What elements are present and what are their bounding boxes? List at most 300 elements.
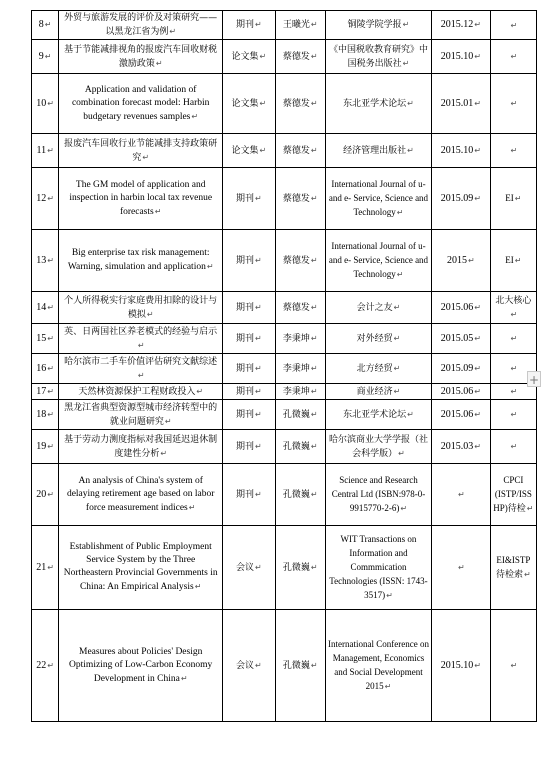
- author-name-cell[interactable]: [275, 324, 325, 354]
- row-number: 19: [36, 440, 47, 452]
- paragraph-mark-icon: ↵: [384, 682, 392, 691]
- publication-title: The GM model of application and inspection in harbin local tax revenue forecasts: [69, 179, 213, 217]
- publication-venue: WIT Transactions on Information and Commmication Technologies (ISSN: 1743-3517): [329, 534, 428, 600]
- paragraph-mark-icon: ↵: [47, 255, 54, 265]
- paragraph-mark-icon: ↵: [474, 98, 481, 108]
- publication-date-cell[interactable]: [431, 74, 490, 134]
- publication-date-cell[interactable]: [431, 430, 490, 464]
- paragraph-mark-icon: ↵: [254, 363, 262, 373]
- table-row: [32, 384, 537, 400]
- row-number-cell[interactable]: [32, 11, 59, 40]
- index-status: EI: [505, 255, 514, 265]
- paragraph-mark-icon: ↵: [474, 660, 481, 670]
- publication-type-cell[interactable]: [223, 230, 275, 292]
- publication-venue: Science and Research Central Ltd (ISBN:978-0-9915770-2-6): [331, 475, 426, 513]
- publication-date-cell[interactable]: [431, 134, 490, 168]
- publication-venue-cell[interactable]: [325, 400, 431, 430]
- table-row: [32, 40, 537, 74]
- paragraph-mark-icon: ↵: [310, 489, 318, 499]
- paragraph-mark-icon: ↵: [407, 145, 414, 155]
- row-number-cell[interactable]: [32, 134, 59, 168]
- table-row: [32, 292, 537, 324]
- index-status: EI&ISTP待检索: [496, 555, 531, 579]
- author-name: 李秉坤: [282, 333, 310, 344]
- publication-venue: 北方经贸: [356, 363, 393, 374]
- publication-type-cell[interactable]: [223, 526, 275, 610]
- paragraph-mark-icon: ↵: [474, 193, 481, 203]
- author-name-cell[interactable]: [275, 400, 325, 430]
- publication-venue-cell[interactable]: [325, 11, 431, 40]
- paragraph-mark-icon: ↵: [510, 442, 518, 451]
- paragraph-mark-icon: ↵: [254, 562, 262, 572]
- row-number: 11: [36, 144, 47, 156]
- paragraph-mark-icon: ↵: [47, 193, 54, 203]
- publication-venue: 东北亚学术论坛: [343, 98, 407, 109]
- index-status-cell[interactable]: [490, 526, 536, 610]
- table-row: [32, 464, 537, 526]
- paragraph-mark-icon: ↵: [160, 448, 168, 458]
- paragraph-mark-icon: ↵: [194, 582, 202, 591]
- paragraph-mark-icon: ↵: [396, 270, 404, 279]
- paragraph-mark-icon: ↵: [310, 409, 318, 419]
- author-name-cell[interactable]: [275, 464, 325, 526]
- author-name-cell[interactable]: [275, 230, 325, 292]
- publication-type: 期刊: [235, 302, 254, 313]
- publication-venue: 经济管理出版社: [343, 145, 407, 156]
- table-row: [32, 430, 537, 464]
- table-row: [32, 526, 537, 610]
- table-row: [32, 134, 537, 168]
- row-number: 8: [38, 19, 44, 30]
- publication-type-cell[interactable]: [223, 134, 275, 168]
- author-name-cell[interactable]: [275, 74, 325, 134]
- author-name: 蔡德发: [282, 302, 310, 313]
- paragraph-mark-icon: ↵: [259, 98, 267, 108]
- paragraph-mark-icon: ↵: [510, 661, 518, 670]
- publication-title-cell[interactable]: [59, 292, 223, 324]
- publication-title: 天然林资源保护工程财政投入: [78, 386, 196, 397]
- paragraph-mark-icon: ↵: [474, 386, 481, 396]
- publication-venue: 对外经贸: [356, 333, 393, 344]
- paragraph-mark-icon: ↵: [310, 562, 318, 572]
- paragraph-mark-icon: ↵: [524, 570, 531, 579]
- paragraph-mark-icon: ↵: [310, 98, 318, 108]
- publication-venue: 哈尔滨商业大学学报（社会科学版）: [328, 434, 428, 459]
- index-status-cell[interactable]: [490, 400, 536, 430]
- publication-title-cell[interactable]: [59, 400, 223, 430]
- paragraph-mark-icon: ↵: [468, 255, 475, 265]
- publication-title: 报废汽车回收行业节能减排支持政策研究: [64, 138, 218, 163]
- author-name: 孔微巍: [282, 489, 310, 500]
- publication-title-cell[interactable]: [59, 464, 223, 526]
- publication-title-cell[interactable]: [59, 40, 223, 74]
- publication-title: 基于劳动力测度指标对我国延迟退休制度建性分析: [64, 434, 218, 459]
- paragraph-mark-icon: ↵: [310, 363, 318, 373]
- paragraph-mark-icon: ↵: [400, 504, 408, 513]
- table-row: [32, 324, 537, 354]
- row-number: 9: [38, 50, 44, 62]
- paragraph-mark-icon: ↵: [510, 410, 518, 419]
- publication-type: 期刊: [235, 386, 254, 397]
- paragraph-mark-icon: ↵: [196, 386, 204, 396]
- paragraph-mark-icon: ↵: [396, 208, 404, 217]
- table-row: [32, 354, 537, 384]
- row-number: 12: [36, 192, 47, 204]
- publication-venue-cell[interactable]: [325, 134, 431, 168]
- table-row: [32, 230, 537, 292]
- paragraph-mark-icon: ↵: [474, 333, 481, 343]
- author-name: 孔微巍: [282, 441, 310, 452]
- publication-title-cell[interactable]: [59, 168, 223, 230]
- publication-title-cell[interactable]: [59, 134, 223, 168]
- publication-title-cell[interactable]: [59, 526, 223, 610]
- paragraph-mark-icon: ↵: [407, 98, 414, 108]
- paragraph-mark-icon: ↵: [510, 387, 518, 396]
- paragraph-mark-icon: ↵: [254, 302, 262, 312]
- index-status: EI: [505, 193, 514, 203]
- publication-type-cell[interactable]: [223, 354, 275, 384]
- table-row: [32, 11, 537, 40]
- paragraph-mark-icon: ↵: [510, 52, 518, 61]
- paragraph-mark-icon: ↵: [146, 309, 154, 319]
- paragraph-mark-icon: ↵: [254, 660, 262, 670]
- publication-type-cell[interactable]: [223, 292, 275, 324]
- publication-title-cell[interactable]: [59, 74, 223, 134]
- row-number-cell[interactable]: [32, 354, 59, 384]
- row-number-cell[interactable]: [32, 168, 59, 230]
- paragraph-mark-icon: ↵: [310, 660, 318, 670]
- publication-type: 论文集: [231, 51, 259, 62]
- paragraph-mark-icon: ↵: [393, 386, 401, 396]
- author-name-cell[interactable]: [275, 430, 325, 464]
- publication-type-cell[interactable]: [223, 430, 275, 464]
- publication-venue-cell[interactable]: [325, 610, 431, 722]
- paragraph-mark-icon: ↵: [47, 660, 54, 670]
- author-name-cell[interactable]: [275, 354, 325, 384]
- paragraph-mark-icon: ↵: [310, 193, 318, 203]
- publication-type-cell[interactable]: [223, 168, 275, 230]
- publication-venue-cell[interactable]: [325, 354, 431, 384]
- paragraph-mark-icon: ↵: [44, 51, 52, 61]
- paragraph-mark-icon: ↵: [191, 111, 199, 121]
- paragraph-mark-icon: ↵: [44, 20, 52, 29]
- paragraph-mark-icon: ↵: [206, 262, 214, 271]
- row-number: 15: [36, 332, 47, 344]
- paragraph-mark-icon: ↵: [310, 20, 318, 29]
- publication-date-cell[interactable]: [431, 610, 490, 722]
- publication-date-cell[interactable]: [431, 400, 490, 430]
- row-number-cell[interactable]: [32, 430, 59, 464]
- paragraph-mark-icon: ↵: [310, 145, 318, 155]
- publication-date: 2015.05: [440, 332, 474, 344]
- table-row: [32, 400, 537, 430]
- publication-title: 外贸与旅游发展的评价及对策研究——以黑龙江省为例: [64, 13, 218, 37]
- paragraph-mark-icon: ↵: [254, 20, 262, 29]
- publication-type-cell[interactable]: [223, 324, 275, 354]
- publication-title-cell[interactable]: [59, 610, 223, 722]
- paragraph-mark-icon: ↵: [310, 386, 318, 396]
- author-name-cell[interactable]: [275, 168, 325, 230]
- paragraph-mark-icon: ↵: [474, 20, 481, 29]
- publication-date: 2015.10: [440, 659, 474, 671]
- paragraph-mark-icon: ↵: [188, 502, 196, 512]
- paragraph-mark-icon: ↵: [407, 409, 414, 419]
- publication-title: Measures about Policies' Design Optimizing of Low-Carbon Economy Development in China: [69, 646, 213, 684]
- paragraph-mark-icon: ↵: [254, 255, 262, 265]
- publication-venue-cell[interactable]: [325, 74, 431, 134]
- paragraph-mark-icon: ↵: [510, 99, 518, 108]
- paragraph-mark-icon: ↵: [474, 441, 481, 451]
- author-name: 蔡德发: [282, 98, 310, 109]
- row-number-cell[interactable]: [32, 324, 59, 354]
- paragraph-mark-icon: ↵: [47, 98, 54, 108]
- index-status-cell[interactable]: [490, 11, 536, 40]
- publication-type: 会议: [235, 660, 254, 671]
- index-status-cell[interactable]: [490, 292, 536, 324]
- publication-title-cell[interactable]: [59, 230, 223, 292]
- publication-venue-cell[interactable]: [325, 464, 431, 526]
- index-status-cell[interactable]: [490, 230, 536, 292]
- index-status-cell[interactable]: [490, 464, 536, 526]
- publication-title: Application and validation of combination forecast model: Harbin budgetary revenues samples: [71, 84, 210, 122]
- index-status-cell[interactable]: [490, 40, 536, 74]
- paragraph-mark-icon: ↵: [47, 333, 54, 343]
- publication-title-cell[interactable]: [59, 11, 223, 40]
- publication-title: Big enterprise tax risk management: Warning, simulation and application: [67, 248, 210, 272]
- paragraph-mark-icon: ↵: [510, 146, 518, 155]
- row-number: 17: [36, 385, 47, 397]
- publication-title: 英、日两国社区养老模式的经验与启示: [64, 326, 218, 337]
- paragraph-mark-icon: ↵: [47, 562, 54, 572]
- publication-venue-cell[interactable]: [325, 230, 431, 292]
- publication-type-cell[interactable]: [223, 384, 275, 400]
- paragraph-mark-icon: ↵: [137, 370, 145, 380]
- author-name-cell[interactable]: [275, 292, 325, 324]
- publication-type-cell[interactable]: [223, 40, 275, 74]
- publication-title: 基于节能减排视角的报废汽车回收财税激励政策: [64, 44, 218, 69]
- paragraph-mark-icon: ↵: [510, 20, 518, 30]
- author-name: 孔微巍: [282, 409, 310, 420]
- publication-venue-cell[interactable]: [325, 292, 431, 324]
- row-number: 14: [36, 301, 47, 313]
- row-number-cell[interactable]: [32, 610, 59, 722]
- row-number-cell[interactable]: [32, 400, 59, 430]
- paragraph-mark-icon: ↵: [254, 386, 262, 396]
- publication-date-cell[interactable]: [431, 526, 490, 610]
- index-status-cell[interactable]: [490, 134, 536, 168]
- publication-date: 2015.01: [440, 97, 474, 109]
- row-number-cell[interactable]: [32, 230, 59, 292]
- author-name: 王曦光: [282, 20, 310, 30]
- author-name-cell[interactable]: [275, 610, 325, 722]
- publication-type: 论文集: [231, 145, 259, 156]
- paragraph-mark-icon: ↵: [180, 673, 188, 683]
- publication-type-cell[interactable]: [223, 400, 275, 430]
- paragraph-mark-icon: ↵: [402, 20, 410, 29]
- publication-venue-cell[interactable]: [325, 384, 431, 400]
- author-name: 蔡德发: [282, 51, 310, 62]
- paragraph-mark-icon: ↵: [402, 58, 410, 68]
- paragraph-mark-icon: ↵: [310, 333, 318, 343]
- publication-date-cell[interactable]: [431, 11, 490, 40]
- publication-venue: International Journal of u- and e- Service, Science and Technology: [328, 241, 429, 279]
- index-status-cell[interactable]: [490, 430, 536, 464]
- publication-type: 期刊: [235, 193, 254, 204]
- paragraph-mark-icon: ↵: [155, 58, 163, 68]
- publication-date: 2015.03: [440, 440, 474, 452]
- publication-date: 2015.10: [440, 144, 474, 156]
- paragraph-mark-icon: ↵: [393, 333, 401, 343]
- publication-title-cell[interactable]: [59, 384, 223, 400]
- paragraph-mark-icon: ↵: [514, 256, 522, 265]
- publication-venue-cell[interactable]: [325, 40, 431, 74]
- paragraph-mark-icon: ↵: [386, 591, 393, 600]
- author-name: 李秉坤: [282, 363, 310, 374]
- paragraph-mark-icon: ↵: [310, 302, 318, 312]
- author-name: 蔡德发: [282, 145, 310, 156]
- publication-venue: 铜陵学院学报: [347, 20, 402, 30]
- publication-date-cell[interactable]: [431, 168, 490, 230]
- publication-date: 2015.12: [440, 19, 474, 30]
- index-status-cell[interactable]: [490, 74, 536, 134]
- publication-type-cell[interactable]: [223, 11, 275, 40]
- author-name-cell[interactable]: [275, 526, 325, 610]
- paragraph-mark-icon: ↵: [47, 363, 54, 373]
- add-row-button[interactable]: +: [528, 373, 540, 387]
- author-name-cell[interactable]: [275, 11, 325, 40]
- publication-date-cell[interactable]: [431, 292, 490, 324]
- author-name: 蔡德发: [282, 255, 310, 266]
- table-row: [32, 610, 537, 722]
- author-name-cell[interactable]: [275, 384, 325, 400]
- paragraph-mark-icon: ↵: [474, 51, 481, 61]
- publication-title: 哈尔滨市二手车价值评估研究文献综述: [64, 356, 218, 367]
- row-number: 21: [36, 561, 47, 573]
- row-number-cell[interactable]: [32, 292, 59, 324]
- paragraph-mark-icon: ↵: [510, 364, 518, 373]
- table-row: [32, 74, 537, 134]
- paragraph-mark-icon: ↵: [259, 51, 267, 61]
- paragraph-mark-icon: ↵: [254, 441, 262, 451]
- publication-type: 期刊: [235, 255, 254, 266]
- publication-title-cell[interactable]: [59, 354, 223, 384]
- index-status-cell[interactable]: [490, 168, 536, 230]
- paragraph-mark-icon: ↵: [164, 416, 172, 426]
- paragraph-mark-icon: ↵: [310, 441, 318, 451]
- publication-date-cell[interactable]: [431, 324, 490, 354]
- author-name: 蔡德发: [282, 193, 310, 204]
- publication-type: 期刊: [235, 409, 254, 420]
- paragraph-mark-icon: ↵: [458, 489, 465, 499]
- row-number-cell[interactable]: [32, 526, 59, 610]
- publication-title: 黑龙江省典型资源型城市经济转型中的就业问题研究: [64, 402, 218, 427]
- table-row: [32, 168, 537, 230]
- paragraph-mark-icon: ↵: [514, 194, 522, 203]
- publication-type-cell[interactable]: [223, 464, 275, 526]
- publication-type: 期刊: [235, 441, 254, 452]
- row-number: 13: [36, 254, 47, 266]
- publication-date-cell[interactable]: [431, 464, 490, 526]
- index-status-cell[interactable]: [490, 610, 536, 722]
- paragraph-mark-icon: ↵: [310, 255, 318, 265]
- publication-title-cell[interactable]: [59, 324, 223, 354]
- paragraph-mark-icon: ↵: [259, 145, 267, 155]
- publication-venue-cell[interactable]: [325, 526, 431, 610]
- author-name-cell[interactable]: [275, 134, 325, 168]
- row-number-cell[interactable]: [32, 74, 59, 134]
- index-status: CPCI (ISTP/ISSHP)待检: [493, 475, 532, 513]
- publication-date-cell[interactable]: [431, 230, 490, 292]
- publication-table: [31, 10, 537, 722]
- publication-title: 个人所得税实行家庭费用扣除的设计与模拟: [64, 295, 218, 320]
- publication-date: 2015.10: [440, 50, 474, 62]
- author-name: 孔微巍: [282, 562, 310, 573]
- publication-date-cell[interactable]: [431, 384, 490, 400]
- publication-venue: 东北亚学术论坛: [343, 409, 407, 420]
- row-number-cell[interactable]: [32, 40, 59, 74]
- publication-venue: 《中国税收教育研究》中国税务出版社: [328, 44, 428, 69]
- paragraph-mark-icon: ↵: [254, 333, 262, 343]
- paragraph-mark-icon: ↵: [474, 409, 481, 419]
- publication-date: 2015.06: [440, 301, 474, 313]
- row-number-cell[interactable]: [32, 464, 59, 526]
- row-number: 22: [36, 659, 47, 671]
- publication-title-cell[interactable]: [59, 430, 223, 464]
- paragraph-mark-icon: ↵: [154, 206, 162, 216]
- publication-title: An analysis of China's system of delaying retirement age based on labor force measurement indices: [66, 475, 215, 513]
- publication-type: 期刊: [235, 333, 254, 344]
- paragraph-mark-icon: ↵: [474, 363, 481, 373]
- publication-type-cell[interactable]: [223, 74, 275, 134]
- publication-venue: International Journal of u- and e- Service, Science and Technology: [328, 179, 429, 217]
- paragraph-mark-icon: ↵: [526, 504, 534, 513]
- publication-type: 论文集: [231, 98, 259, 109]
- row-number-cell[interactable]: [32, 384, 59, 400]
- paragraph-mark-icon: ↵: [47, 441, 54, 451]
- paragraph-mark-icon: ↵: [310, 51, 318, 61]
- index-status-cell[interactable]: [490, 324, 536, 354]
- row-number: 10: [36, 97, 47, 109]
- publication-venue-cell[interactable]: [325, 324, 431, 354]
- publication-date: 2015.06: [440, 385, 474, 397]
- publication-venue: 商业经济: [356, 386, 393, 397]
- paragraph-mark-icon: ↵: [169, 27, 177, 36]
- row-number: 20: [36, 488, 47, 500]
- paragraph-mark-icon: ↵: [47, 145, 54, 155]
- publication-type: 期刊: [235, 489, 254, 500]
- publication-venue-cell[interactable]: [325, 430, 431, 464]
- author-name: 李秉坤: [282, 386, 310, 397]
- publication-date: 2015.06: [440, 408, 474, 420]
- publication-type-cell[interactable]: [223, 610, 275, 722]
- publication-title: Establishment of Public Employment Service System by the Three Northeastern Provincial Governments in China: An Empirical Analysis: [63, 542, 218, 592]
- paragraph-mark-icon: ↵: [254, 489, 262, 499]
- paragraph-mark-icon: ↵: [510, 334, 518, 343]
- paragraph-mark-icon: ↵: [474, 302, 481, 312]
- publication-venue-cell[interactable]: [325, 168, 431, 230]
- publication-date-cell[interactable]: [431, 354, 490, 384]
- paragraph-mark-icon: ↵: [474, 145, 481, 155]
- author-name-cell[interactable]: [275, 40, 325, 74]
- publication-date: 2015.09: [440, 192, 474, 204]
- paragraph-mark-icon: ↵: [254, 409, 262, 419]
- publication-type: 期刊: [235, 363, 254, 374]
- paragraph-mark-icon: ↵: [137, 340, 145, 350]
- publication-date-cell[interactable]: [431, 40, 490, 74]
- paragraph-mark-icon: ↵: [254, 193, 262, 203]
- author-name: 孔微巍: [282, 660, 310, 671]
- paragraph-mark-icon: ↵: [47, 302, 54, 312]
